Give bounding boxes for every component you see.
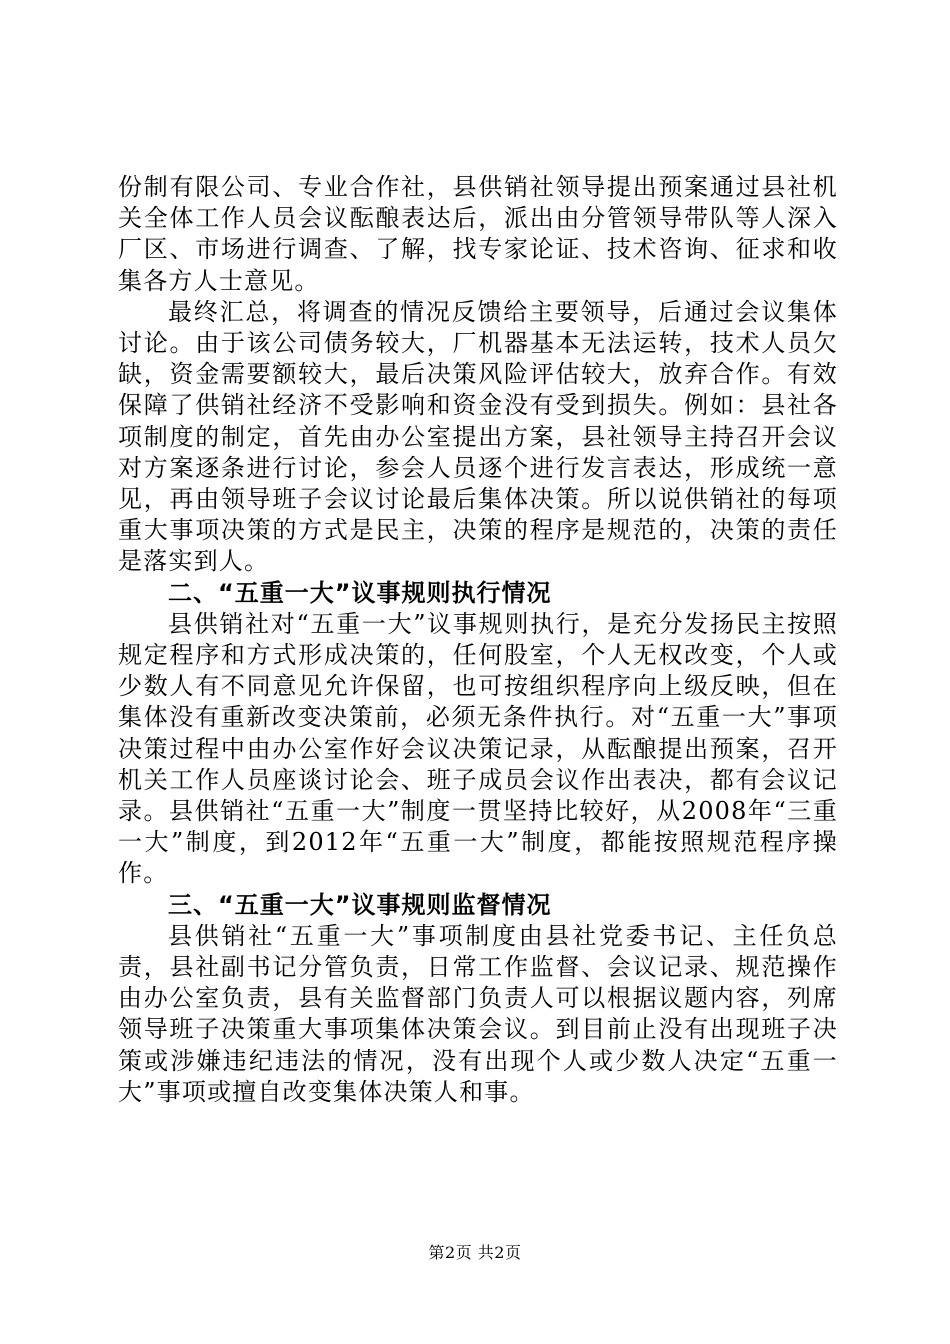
document-body bbox=[118, 172, 838, 1108]
section-heading-execution: 二、“五重一大”议事规则执行情况 bbox=[168, 578, 552, 607]
page-number-footer: 第2页 共2页 bbox=[428, 1243, 522, 1262]
paragraph-execution: 县供销社对“五重一大”议事规则执行，是充分发扬民主按照规定程序和方式形成决策的，任何股室，个人无权改变，个人或少数人有不同意见允许保留，也可按组织程序向上级反映，但在集体没有重新改变决策前，必须无条件执行。对“五重一大”事项决策过程中由办公室作好会议决策记录，从酝酿提出预案，召开机关工作人员座谈讨论会、班子成员会议作出表决，都有会议记录。县供销社“五重一大”制度一贯坚持比较好，从2008年“三重一大”制度，到2012年“五重一大”制度，都能按照规范程序操作。 bbox=[118, 609, 838, 888]
paragraph-final-summary: 最终汇总，将调查的情况反馈给主要领导，后通过会议集体讨论。由于该公司债务较大，厂机器基本无法运转，技术人员欠缺，资金需要额较大，最后决策风险评估较大，放弃合作。有效保障了供销社经济不受影响和资金没有受到损失。例如：县社各项制度的制定，首先由办公室提出方案，县社领导主持召开会议对方案逐条进行讨论，参会人员逐个进行发言表达，形成统一意见，再由领导班子会议讨论最后集体决策。所以说供销社的每项重大事项决策的方式是民主，决策的程序是规范的，决策的责任是落实到人。 bbox=[118, 297, 838, 576]
paragraph-continuation: 份制有限公司、专业合作社，县供销社领导提出预案通过县社机关全体工作人员会议酝酿表达后，派出由分管领导带队等人深入厂区、市场进行调查、了解，找专家论证、技术咨询、征求和收集各方人士意见。 bbox=[118, 173, 838, 295]
section-heading-supervision: 三、“五重一大”议事规则监督情况 bbox=[168, 890, 552, 919]
paragraph-supervision: 县供销社“五重一大”事项制度由县社党委书记、主任负总责，县社副书记分管负责，日常工作监督、会议记录、规范操作由办公室负责，县有关监督部门负责人可以根据议题内容，列席领导班子决策重大事项集体决策会议。到目前止没有出现班子决策或涉嫌违纪违法的情况，没有出现个人或少数人决定“五重一大”事项或擅自改变集体决策人和事。 bbox=[118, 921, 838, 1106]
